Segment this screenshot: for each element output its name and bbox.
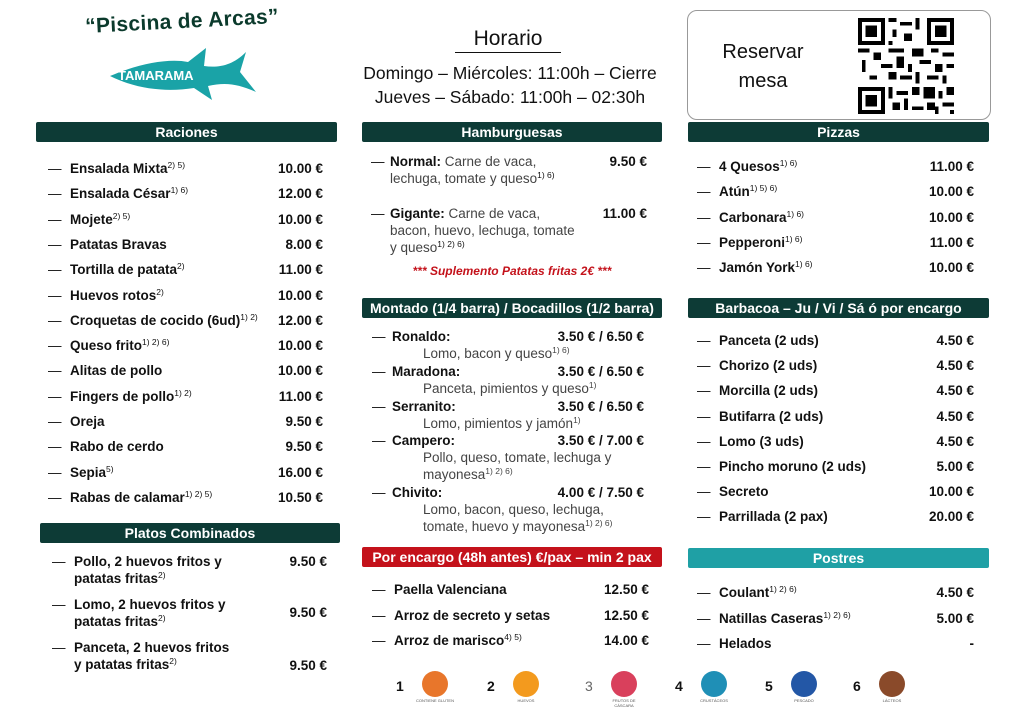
item-name: Lomo, 2 huevos fritos y patatas fritas$^{2)}$: [74, 597, 226, 629]
allergen-refs: 1) 6): [795, 259, 813, 270]
item-dash: —: [48, 414, 62, 429]
allergen-refs: 2) 5): [167, 160, 186, 170]
allergen-refs: 1) 6): [170, 185, 189, 196]
encargo-list: [372, 581, 649, 651]
item-dash: —: [697, 459, 711, 474]
item-dash: —: [48, 262, 62, 278]
combinado-item[interactable]: [52, 596, 327, 630]
item-name: Mojete$^{2) 5)}$: [70, 210, 131, 227]
postres-header: Postres: [688, 548, 989, 568]
allergen-refs: 1) 2) 6): [485, 466, 513, 476]
item-name: Ensalada Mixta$^{2) 5)}$: [70, 160, 186, 176]
allergen-icon: [422, 671, 448, 697]
allergen-refs: 1) 6): [785, 233, 803, 244]
item-name: Campero:: [392, 433, 456, 448]
allergen-caption: FRUTOS DE CÁSCARA: [612, 698, 636, 708]
qr-code-icon[interactable]: [858, 18, 954, 114]
item-price: 4.50 €: [936, 333, 974, 348]
allergen-refs: 1) 5) 6): [749, 183, 778, 194]
item-dash: —: [697, 636, 711, 651]
allergen-refs: 2): [158, 570, 166, 580]
item-name: Chivito:: [392, 485, 443, 500]
horario-line-1: Domingo – Miércoles: 11:00h – Cierre: [363, 63, 657, 83]
allergen-refs: 2): [158, 613, 166, 623]
item-name: Jamón York$^{1) 6)}$: [719, 259, 813, 276]
item-dash: —: [372, 329, 386, 344]
item-price: 3.50 € / 6.50 €: [557, 329, 644, 344]
item-price: 11.00 €: [278, 262, 323, 278]
item-dash: —: [697, 484, 711, 500]
item-description: Pollo, queso, tomate, lechuga y mayonesa$^{1) 2) 6)}$: [423, 450, 612, 482]
item-price: 9.50 €: [289, 605, 327, 620]
item-name: Ensalada César$^{1) 6)}$: [70, 185, 189, 202]
hamburguesas-header: Hamburguesas: [362, 122, 662, 142]
allergen-refs: 1) 6): [786, 208, 805, 219]
item-price: 4.50 €: [936, 383, 974, 399]
item-price: 10.00 €: [277, 287, 323, 303]
item-name: Secreto: [719, 484, 769, 500]
item-dash: —: [697, 383, 711, 399]
item-name: Maradona:: [392, 364, 461, 379]
allergen-icon: [513, 671, 539, 697]
allergen-number: 4: [675, 678, 683, 694]
item-price: 8.00 €: [285, 236, 323, 252]
combinado-item[interactable]: [52, 553, 327, 587]
item-price: 9.50 €: [285, 414, 323, 429]
item-price: 11.00 €: [929, 234, 974, 250]
item-price: 4.50 €: [936, 358, 974, 374]
item-name: Atún$^{1) 5) 6)}$: [719, 183, 778, 200]
item-price: 4.50 €: [936, 585, 974, 600]
allergen-item: [396, 671, 458, 705]
allergen-refs: 4) 5): [504, 632, 522, 642]
item-dash: —: [697, 408, 711, 424]
item-dash: —: [48, 464, 62, 480]
item-description: Panceta, pimientos y queso$^{1)}$: [423, 380, 597, 396]
item-price: 10.00 €: [928, 260, 974, 276]
montados-list: [372, 328, 658, 538]
allergen-caption: HUEVOS: [517, 698, 535, 703]
item-dash: —: [372, 485, 386, 500]
item-name: Gigante: Carne de vaca, bacon, huevo, lechuga, tomate y queso$^{1) 2) 6)}$: [390, 206, 575, 255]
item-price: 3.50 € / 7.00 €: [557, 433, 644, 448]
item-price: 10.00 €: [928, 484, 974, 500]
item-dash: —: [52, 640, 66, 655]
allergen-item: [765, 671, 827, 705]
item-name: Parrillada (2 pax): [719, 509, 828, 525]
item-name: Panceta (2 uds): [719, 333, 819, 348]
barbacoa-list: [697, 332, 974, 532]
item-dash: —: [52, 554, 66, 569]
item-price: 20.00 €: [928, 509, 974, 525]
item-dash: —: [48, 489, 62, 505]
item-name: Oreja: [70, 414, 105, 429]
item-price: 4.50 €: [936, 408, 974, 424]
item-name: Ronaldo:: [392, 329, 451, 344]
item-dash: —: [372, 607, 386, 623]
horario-title: Horario: [455, 27, 561, 53]
item-price: 10.00 €: [277, 161, 323, 176]
item-price: 11.00 €: [278, 388, 323, 404]
item-name: Pincho moruno (2 uds): [719, 459, 866, 474]
item-dash: —: [697, 433, 711, 449]
item-price: 4.00 € / 7.50 €: [557, 485, 644, 500]
item-name: Arroz de marisco$^{4) 5)}$: [394, 632, 522, 648]
allergen-refs: 1): [588, 380, 597, 390]
item-dash: —: [697, 610, 711, 626]
item-name: Alitas de pollo: [70, 363, 163, 379]
encargo-header: Por encargo (48h antes) €/pax – min 2 pax: [362, 547, 662, 567]
allergen-refs: 1) 6): [537, 170, 555, 180]
item-name: Pepperoni$^{1) 6)}$: [719, 233, 803, 250]
item-dash: —: [697, 209, 711, 225]
allergen-number: 6: [853, 678, 861, 694]
item-name: Queso frito$^{1) 2) 6)}$: [70, 337, 170, 354]
item-name: Arroz de secreto y setas: [394, 607, 551, 623]
item-price: 11.00 €: [602, 206, 647, 221]
item-price: 9.50 €: [609, 154, 647, 169]
allergen-caption: PESCADO: [794, 698, 814, 703]
item-dash: —: [48, 388, 62, 404]
item-dash: —: [697, 234, 711, 250]
allergen-number: 1: [396, 678, 404, 694]
allergen-refs: 1): [573, 415, 581, 425]
logo-text: TAMARAMA: [118, 68, 194, 83]
allergen-refs: 1) 6): [779, 158, 798, 168]
allergen-refs: 1) 6): [552, 345, 570, 355]
allergen-refs: 1) 2) 6): [585, 518, 613, 528]
item-name: Chorizo (2 uds): [719, 358, 818, 374]
shark-logo: [108, 46, 258, 112]
item-price: 16.00 €: [277, 464, 323, 480]
combinados-list: [52, 553, 327, 683]
allergen-icon: [611, 671, 637, 697]
item-price: 11.00 €: [929, 159, 974, 174]
item-price: 5.00 €: [936, 459, 974, 474]
item-description: Carne de vaca,: [441, 154, 537, 169]
item-dash: —: [371, 206, 385, 221]
item-name: Butifarra (2 uds): [719, 408, 824, 424]
item-price: 10.00 €: [928, 209, 974, 225]
item-description: Lomo, bacon y queso$^{1) 6)}$: [423, 345, 570, 361]
item-name: Panceta, 2 huevos fritos y patatas fritas$^{2)}$: [74, 640, 230, 672]
allergen-icon: [879, 671, 905, 697]
item-price: 10.00 €: [928, 184, 974, 200]
allergen-refs: 2): [169, 656, 177, 666]
item-dash: —: [372, 364, 386, 379]
item-dash: —: [697, 358, 711, 374]
item-dash: —: [697, 260, 711, 276]
item-name: Helados: [719, 636, 772, 651]
item-description: Lomo, bacon, queso, lechuga, tomate, huevo y mayonesa$^{1) 2) 6)}$: [423, 502, 613, 534]
item-dash: —: [48, 236, 62, 252]
raciones-list: [48, 160, 323, 510]
item-name: Patatas Bravas: [70, 236, 167, 252]
allergen-refs: 2): [156, 286, 164, 297]
item-price: 12.50 €: [603, 607, 649, 623]
raciones-header: Raciones: [36, 122, 337, 142]
item-price: 10.00 €: [277, 363, 323, 379]
item-name: Fingers de pollo$^{1) 2)}$: [70, 387, 192, 404]
item-dash: —: [372, 399, 386, 414]
allergen-refs: 1) 2) 6): [823, 609, 851, 620]
item-dash: —: [48, 363, 62, 379]
item-description: Carne de vaca,: [444, 206, 541, 221]
allergen-caption: CRUSTÁCEOS: [700, 698, 728, 703]
item-description: bacon, huevo, lechuga, tomate: [390, 223, 575, 238]
allergen-refs: 5): [106, 463, 114, 474]
item-name: Sepia$^{5)}$: [70, 463, 114, 480]
item-dash: —: [371, 154, 385, 169]
item-name: Serranito:: [392, 399, 456, 414]
allergen-caption: LÁCTEOS: [882, 698, 902, 703]
item-name: Carbonara$^{1) 6)}$: [719, 208, 805, 225]
item-dash: —: [697, 159, 711, 174]
item-dash: —: [48, 211, 62, 227]
item-name: Croquetas de cocido $(6ud)^{1) 2)}$: [70, 311, 258, 328]
item-dash: —: [697, 509, 711, 525]
allergen-icon: [791, 671, 817, 697]
item-price: 12.00 €: [277, 312, 323, 328]
item-price: 9.50 €: [289, 554, 327, 569]
item-name: Rabas de calamar$^{1) 2) 5)}$: [70, 488, 213, 505]
allergen-number: 2: [487, 678, 495, 694]
item-price: 12.50 €: [603, 582, 649, 597]
allergen-number: 5: [765, 678, 773, 694]
allergen-caption: CONTIENE GLUTEN: [415, 698, 454, 703]
allergen-refs: 2): [177, 261, 185, 272]
item-name: Morcilla (2 uds): [719, 383, 819, 399]
item-description: Lomo, pimientos y jamón$^{1)}$: [423, 415, 581, 431]
patatas-suplemento-notice: *** Suplemento Patatas fritas 2€ ***: [412, 264, 612, 278]
item-name: Huevos rotos$^{2)}$: [70, 286, 164, 303]
item-price: 3.50 € / 6.50 €: [557, 399, 644, 414]
item-dash: —: [52, 597, 66, 612]
allergen-item: [853, 671, 915, 705]
item-price: 10.00 €: [277, 338, 323, 354]
item-dash: —: [48, 186, 62, 202]
restaurant-title: “Piscina de Arcas”: [84, 4, 280, 39]
item-price: -: [969, 636, 974, 651]
barbacoa-header: Barbacoa – Ju / Vi / Sá ó por encargo: [688, 298, 989, 318]
allergen-refs: 1) 2): [240, 311, 258, 322]
item-price: 14.00 €: [603, 633, 649, 648]
item-name: Normal: Carne de vaca, lechuga, tomate y queso$^{1) 6)}$: [390, 154, 555, 186]
montados-header: Montado (1/4 barra) / Bocadillos (1/2 barra): [362, 298, 662, 318]
allergen-icon: [701, 671, 727, 697]
item-name: 4 Quesos$^{1) 6)}$: [719, 158, 798, 174]
combinados-header: Platos Combinados: [40, 523, 340, 543]
item-price: 9.50 €: [289, 658, 327, 673]
allergen-refs: 1) 2) 6): [769, 584, 797, 594]
item-price: 5.00 €: [936, 610, 974, 626]
item-dash: —: [48, 312, 62, 328]
hamburguesas-list: [371, 153, 647, 263]
item-name: Pollo, 2 huevos fritos y patatas fritas$^{2)}$: [74, 554, 222, 586]
postres-list: [697, 584, 974, 654]
allergen-refs: 1) 2): [174, 387, 192, 398]
item-dash: —: [48, 161, 62, 176]
horario-line-2: Jueves – Sábado: 11:00h – 02:30h: [374, 87, 646, 107]
item-dash: —: [372, 633, 386, 648]
pizzas-list: [697, 158, 974, 283]
item-price: 9.50 €: [285, 439, 323, 455]
item-name: Tortilla de patata$^{2)}$: [70, 261, 185, 278]
item-price: 4.50 €: [936, 433, 974, 449]
allergen-item: [487, 671, 549, 705]
item-name: Natillas Caseras$^{1) 2) 6)}$: [719, 609, 851, 626]
item-price: 3.50 € / 6.50 €: [557, 364, 644, 379]
allergen-refs: 2) 5): [112, 210, 131, 221]
item-name: Coulant$^{1) 2) 6)}$: [719, 584, 797, 600]
item-dash: —: [372, 582, 386, 597]
pizzas-header: Pizzas: [688, 122, 989, 142]
allergen-item: [675, 671, 737, 705]
item-price: 10.50 €: [277, 489, 323, 505]
item-dash: —: [697, 585, 711, 600]
allergen-refs: 1) 2) 6): [437, 239, 465, 249]
allergen-number: 3: [585, 678, 593, 694]
reserve-table-box[interactable]: [687, 10, 991, 120]
item-dash: —: [372, 433, 386, 448]
allergen-item: [585, 671, 647, 708]
item-dash: —: [697, 333, 711, 348]
combinado-item[interactable]: [52, 639, 327, 673]
item-dash: —: [697, 184, 711, 200]
item-price: 10.00 €: [277, 211, 323, 227]
allergen-refs: 1) 2) 5): [184, 488, 213, 499]
item-description: y queso: [390, 240, 438, 255]
item-name: Rabo de cerdo: [70, 439, 164, 455]
allergen-refs: 1) 2) 6): [142, 337, 170, 348]
item-dash: —: [48, 338, 62, 354]
item-dash: —: [48, 439, 62, 455]
item-price: 12.00 €: [277, 186, 323, 202]
item-name: Lomo (3 uds): [719, 433, 804, 449]
item-dash: —: [48, 287, 62, 303]
item-name: Paella Valenciana: [394, 582, 507, 597]
reserve-label: Reservar mesa: [722, 41, 804, 92]
item-description: lechuga, tomate y queso: [390, 171, 538, 186]
